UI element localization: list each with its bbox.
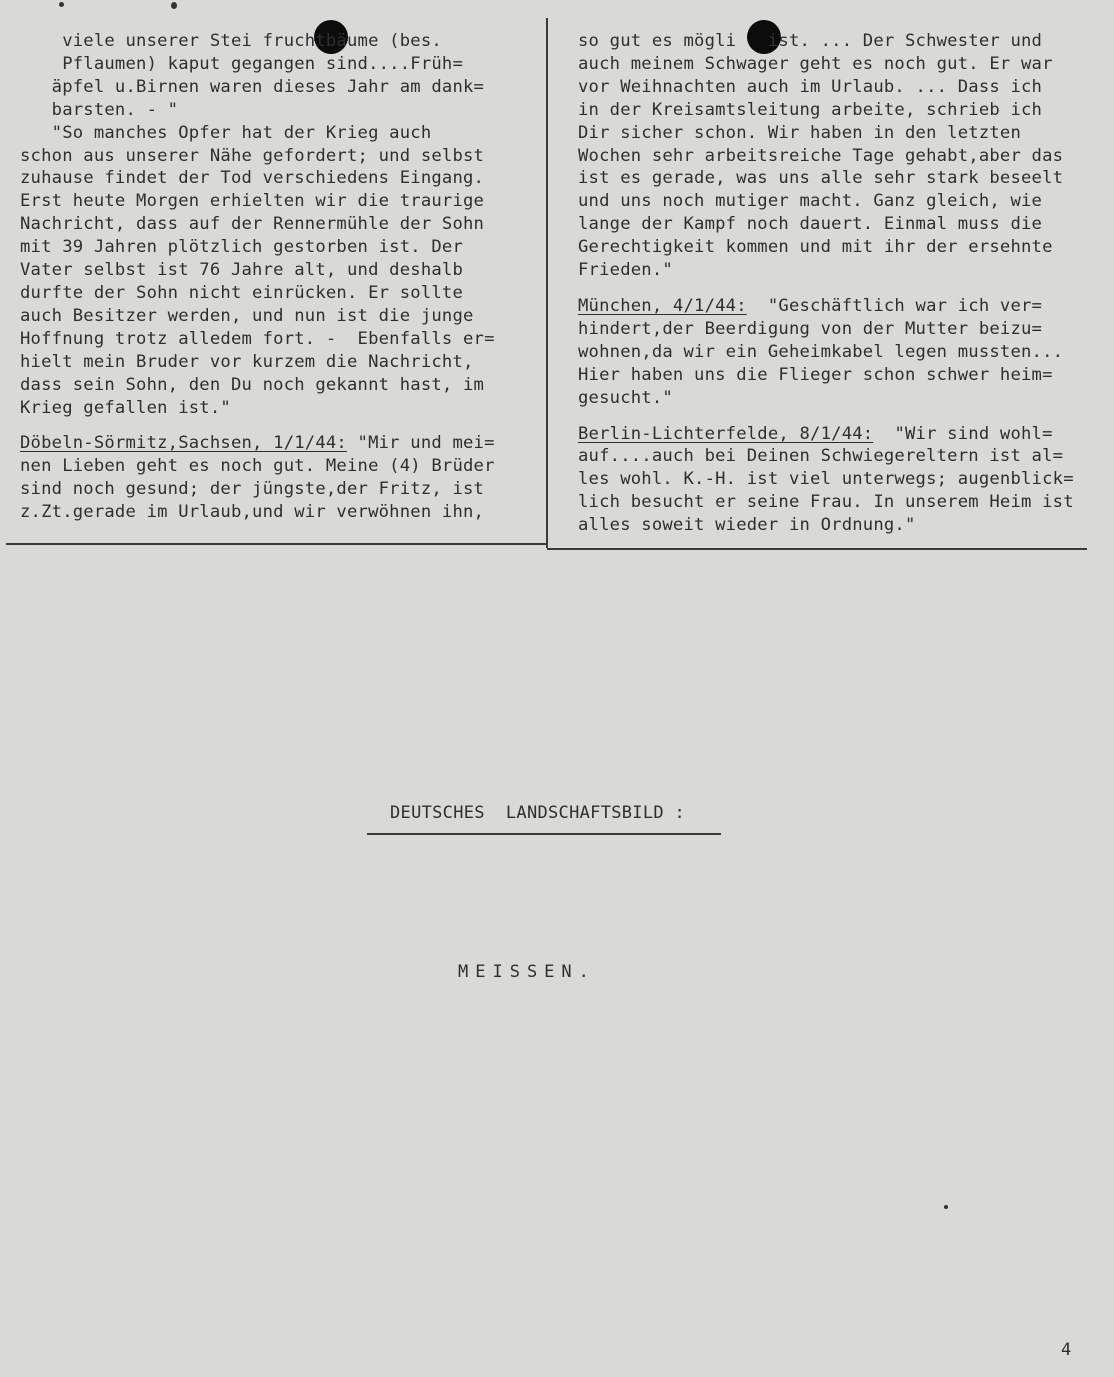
section-heading: DEUTSCHES LANDSCHAFTSBILD : (390, 803, 685, 823)
text-line: Erst heute Morgen erhielten wir die traurige (20, 191, 485, 212)
text-line: lange der Kampf noch dauert. Einmal muss die (578, 214, 1043, 235)
text-line: Dir sicher schon. Wir haben in den letzten (578, 122, 1022, 143)
text-line: viele unserer Stei fruchtbäume (bes. (20, 31, 442, 51)
text-line: Vater selbst ist 76 Jahre alt, und deshalb (20, 260, 464, 281)
text-line: "So manches Opfer hat der Krieg auch (20, 122, 432, 143)
text-line: wohnen,da wir ein Geheimkabel legen mussten... (578, 341, 1064, 362)
text-line: Nachricht, dass auf der Rennermühle der Sohn (20, 214, 485, 235)
text-line: ist es gerade, was uns alle sehr stark beseelt (578, 168, 1064, 189)
ink-speck (171, 2, 177, 9)
text-line: Frieden." (578, 260, 673, 281)
text-line: durfte der Sohn nicht einrücken. Er sollte (20, 282, 464, 303)
text-line: und uns noch mutiger macht. Ganz gleich, wie (578, 191, 1043, 212)
text-line: mit 39 Jahren plötzlich gestorben ist. Der (20, 237, 464, 258)
text-line: Krieg gefallen ist." (20, 397, 231, 418)
entry-text: "Mir und mei= (346, 433, 495, 454)
entry-text: "Wir sind wohl= (873, 423, 1053, 444)
page-number: 4 (1061, 1340, 1072, 1360)
letter-entry-muenchen (578, 295, 1106, 318)
heading-underline (367, 833, 721, 835)
ink-speck (59, 2, 64, 7)
text-line: dass sein Sohn, den Du noch gekannt hast, im (20, 374, 485, 395)
text-line: Hier haben uns die Flieger schon schwer heim= (578, 364, 1053, 385)
text-line: lich besucht er seine Frau. In unserem Heim ist (578, 492, 1074, 513)
text-line: alles soweit wieder in Ordnung." (578, 515, 916, 536)
text-line: äpfel u.Birnen waren dieses Jahr am dank= (20, 76, 485, 97)
horizontal-rule-right (547, 548, 1087, 550)
text-line: Hoffnung trotz alledem fort. - Ebenfalls er= (20, 328, 495, 349)
text-line: barsten. - " (20, 99, 179, 120)
entry-text: "Geschäftlich war ich ver= (746, 295, 1043, 316)
text-line: schon aus unserer Nähe gefordert; und selbst (20, 145, 485, 166)
text-line: sind noch gesund; der jüngste,der Fritz, ist (20, 479, 485, 500)
text-line: Gerechtigkeit kommen und mit ihr der ersehnte (578, 237, 1053, 258)
right-column (578, 30, 1106, 537)
text-line: so gut es mögli ist. ... Der Schwester und (578, 31, 1043, 51)
text-line: nen Lieben geht es noch gut. Meine (4) Brüder (20, 456, 495, 477)
ink-speck (944, 1205, 948, 1209)
text-line: les wohl. K.-H. ist viel unterwegs; augenblick= (578, 469, 1074, 490)
entry-place-date: Berlin-Lichterfelde, 8/1/44: (578, 423, 874, 444)
entry-place-date: München, 4/1/44: (578, 295, 747, 316)
text-line: Wochen sehr arbeitsreiche Tage gehabt,aber das (578, 145, 1064, 166)
text-line: zuhause findet der Tod verschiedens Eingang. (20, 168, 485, 189)
section-subject: MEISSEN. (458, 962, 596, 982)
text-line: hielt mein Bruder vor kurzem die Nachricht, (20, 351, 474, 372)
text-line: gesucht." (578, 387, 673, 408)
text-line: hindert,der Beerdigung von der Mutter beizu= (578, 318, 1043, 339)
text-line: auch Besitzer werden, und nun ist die junge (20, 305, 474, 326)
letter-entry-berlin (578, 423, 1106, 446)
left-column (20, 30, 540, 524)
text-line: z.Zt.gerade im Urlaub,und wir verwöhnen ihn, (20, 502, 485, 523)
text-line: Pflaumen) kaput gegangen sind....Früh= (20, 53, 464, 74)
text-line: in der Kreisamtsleitung arbeite, schrieb ich (578, 99, 1043, 120)
column-divider (546, 18, 548, 548)
entry-place-date: Döbeln-Sörmitz,Sachsen, 1/1/44: (20, 433, 347, 454)
horizontal-rule-left (6, 543, 547, 545)
letter-entry-doebeln (20, 432, 540, 455)
text-line: auch meinem Schwager geht es noch gut. Er war (578, 53, 1053, 74)
text-line: auf....auch bei Deinen Schwiegereltern ist al= (578, 446, 1064, 467)
text-line: vor Weihnachten auch im Urlaub. ... Dass ich (578, 76, 1043, 97)
